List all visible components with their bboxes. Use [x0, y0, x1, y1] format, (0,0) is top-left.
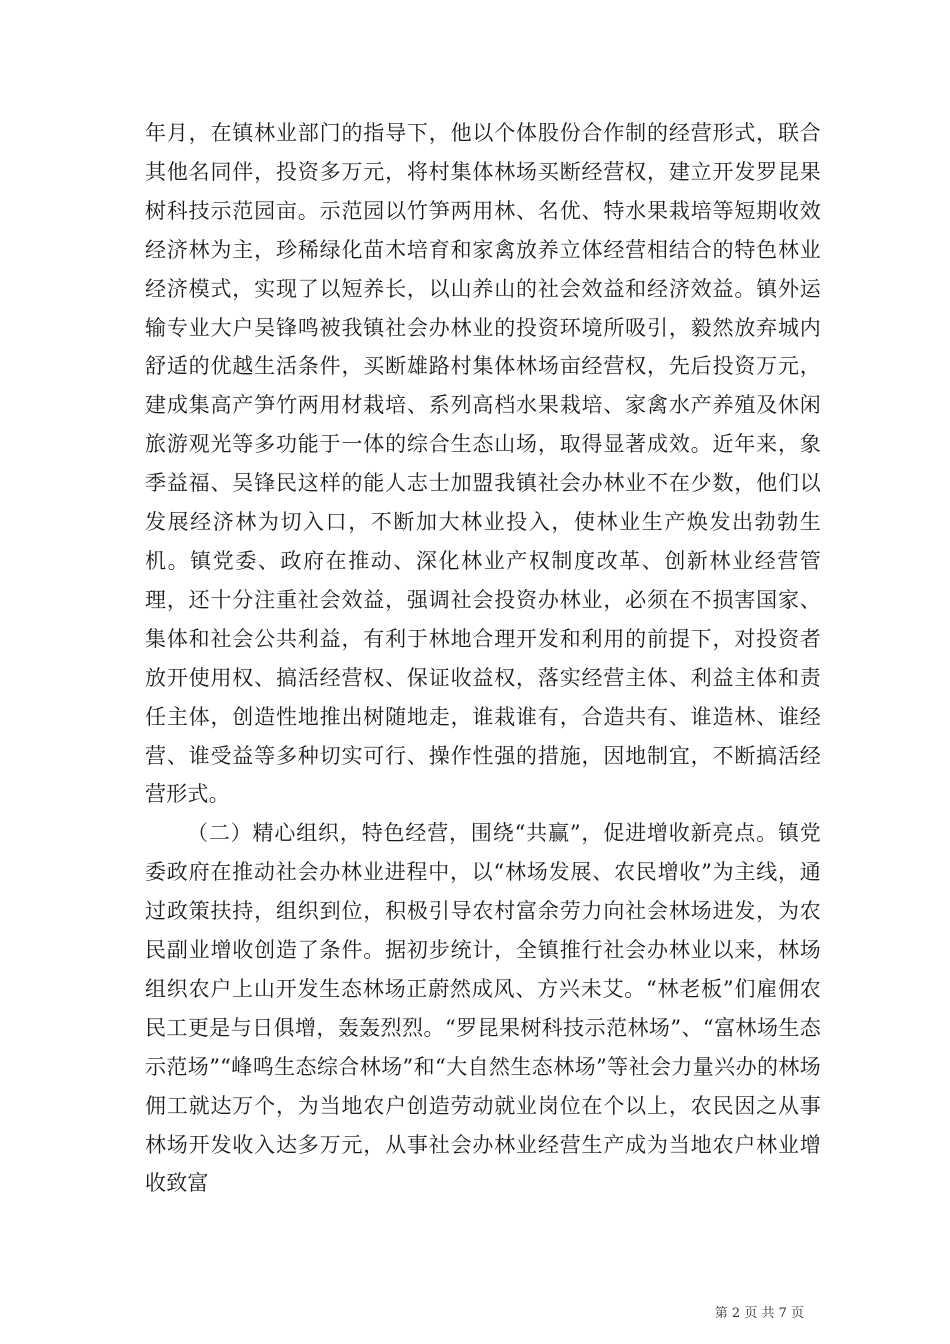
paragraph-1: 年月，在镇林业部门的指导下，他以个体股份合作制的经营形式，联合其他名同伴，投资多万元，将村集体林场买断经营权，建立开发罗昆果树科技示范园亩。示范园以竹笋两用林、名优、特水果栽培等短期收效经济林为主，珍稀绿化苗木培育和家禽放养立体经营相结合的特色林业经济模式，实现了以短养长，以山养山的社会效益和经济效益。镇外运输专业大户吴锋鸣被我镇社会办林业的投资环境所吸引，毅然放弃城内舒适的优越生活条件，买断雄路村集体林场亩经营权，先后投资万元，建成集高产笋竹两用材栽培、系列高档水果栽培、家禽水产养殖及休闲旅游观光等多功能于一体的综合生态山场，取得显著成效。近年来，象季益福、吴锋民这样的能人志士加盟我镇社会办林业不在少数，他们以发展经济林为切入口，不断加大林业投入，使林业生产焕发出勃勃生机。镇党委、政府在推动、深化林业产权制度改革、创新林业经营管理，还十分注重社会效益，强调社会投资办林业，必须在不损害国家、集体和社会公共利益，有利于林地合理开发和利用的前提下，对投资者放开使用权、搞活经营权、保证收益权，落实经营主体、利益主体和责任主体，创造性地推出树随地走，谁栽谁有，合造共有、谁造林、谁经营、谁受益等多种切实可行、操作性强的措施，因地制宜，不断搞活经营形式。 [145, 121, 821, 807]
paragraph-2: （二）精心组织，特色经营，围绕“共赢”，促进增收新亮点。镇党委政府在推动社会办林业进程中，以“林场发展、农民增收”为主线，通过政策扶持，组织到位，积极引导农村富余劳力向社会林场进发，为农民副业增收创造了条件。据初步统计，全镇推行社会办林业以来，林场组织农户上山开发生态林场正蔚然成风、方兴未艾。“林老板”们雇佣农民工更是与日俱增，轰轰烈烈。“罗昆果树科技示范林场”、“富林场生态示范场”“峰鸣生态综合林场”和“大自然生态林场”等社会力量兴办的林场佣工就达万个，为当地农户创造劳动就业岗位在个以上，农民因之从事林场开发收入达多万元，从事社会办林业经营生产成为当地农户林业增收致富 [145, 821, 821, 1196]
body-text [145, 114, 821, 1203]
page-footer: 第 2 页 共 7 页 [714, 1306, 804, 1321]
